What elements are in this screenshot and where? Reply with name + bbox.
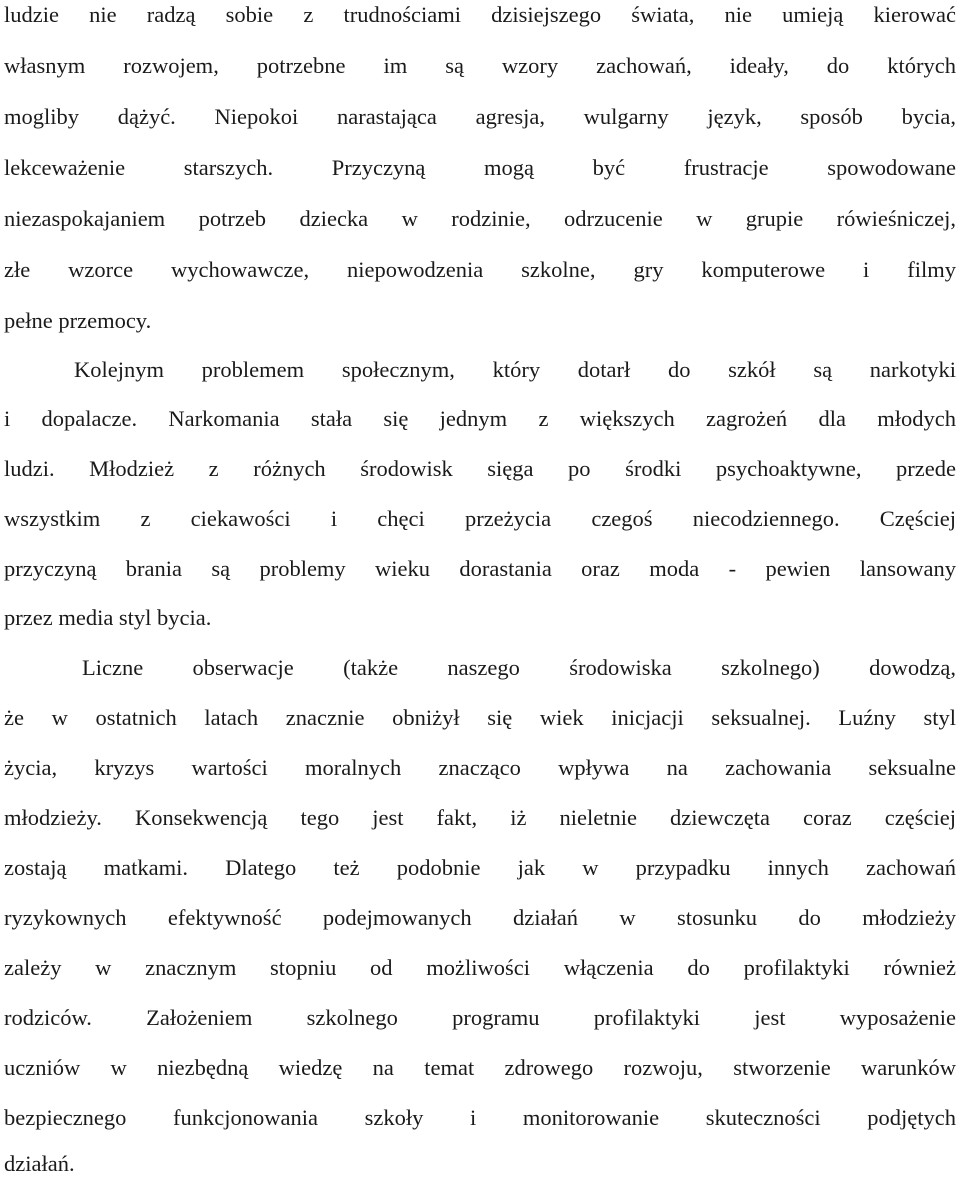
text-line: życia, kryzys wartości moralnych znacząco wpływa na zachowania seksualne [4,755,956,780]
text-line: mogliby dążyć. Niepokoi narastająca agresja, wulgarny język, sposób bycia, [4,104,956,129]
text-line: ludzie nie radzą sobie z trudnościami dzisiejszego świata, nie umieją kierować [4,2,956,27]
text-line: zostają matkami. Dlatego też podobnie jak w przypadku innych zachowań [4,855,956,880]
text-line: bezpiecznego funkcjonowania szkoły i monitorowanie skuteczności podjętych [4,1105,956,1130]
text-line: ludzi. Młodzież z różnych środowisk sięga po środki psychoaktywne, przede [4,456,956,481]
text-line: przyczyną brania są problemy wieku dorastania oraz moda - pewien lansowany [4,556,956,581]
text-line: rodziców. Założeniem szkolnego programu profilaktyki jest wyposażenie [4,1005,956,1030]
text-line: działań. [4,1151,75,1176]
text-line: lekceważenie starszych. Przyczyną mogą być frustracje spowodowane [4,155,956,180]
text-line: wszystkim z ciekawości i chęci przeżycia czegoś niecodziennego. Częściej [4,506,956,531]
text-line: niezaspokajaniem potrzeb dziecka w rodzinie, odrzucenie w grupie rówieśniczej, [4,206,956,231]
text-line: i dopalacze. Narkomania stała się jednym z większych zagrożeń dla młodych [4,406,956,431]
text-line: zależy w znacznym stopniu od możliwości włączenia do profilaktyki również [4,955,956,980]
text-line: przez media styl bycia. [4,605,212,630]
text-line: własnym rozwojem, potrzebne im są wzory zachowań, ideały, do których [4,53,956,78]
text-line: ryzykownych efektywność podejmowanych działań w stosunku do młodzieży [4,905,956,930]
text-line: Kolejnym problemem społecznym, który dotarł do szkół są narkotyki [74,357,956,382]
text-line: pełne przemocy. [4,308,152,333]
text-line: że w ostatnich latach znacznie obniżył się wiek inicjacji seksualnej. Luźny styl [4,705,956,730]
text-line: młodzieży. Konsekwencją tego jest fakt, iż nieletnie dziewczęta coraz częściej [4,805,956,830]
text-line: uczniów w niezbędną wiedzę na temat zdrowego rozwoju, stworzenie warunków [4,1055,956,1080]
text-line: złe wzorce wychowawcze, niepowodzenia szkolne, gry komputerowe i filmy [4,257,956,282]
text-line: Liczne obserwacje (także naszego środowiska szkolnego) dowodzą, [82,655,956,680]
